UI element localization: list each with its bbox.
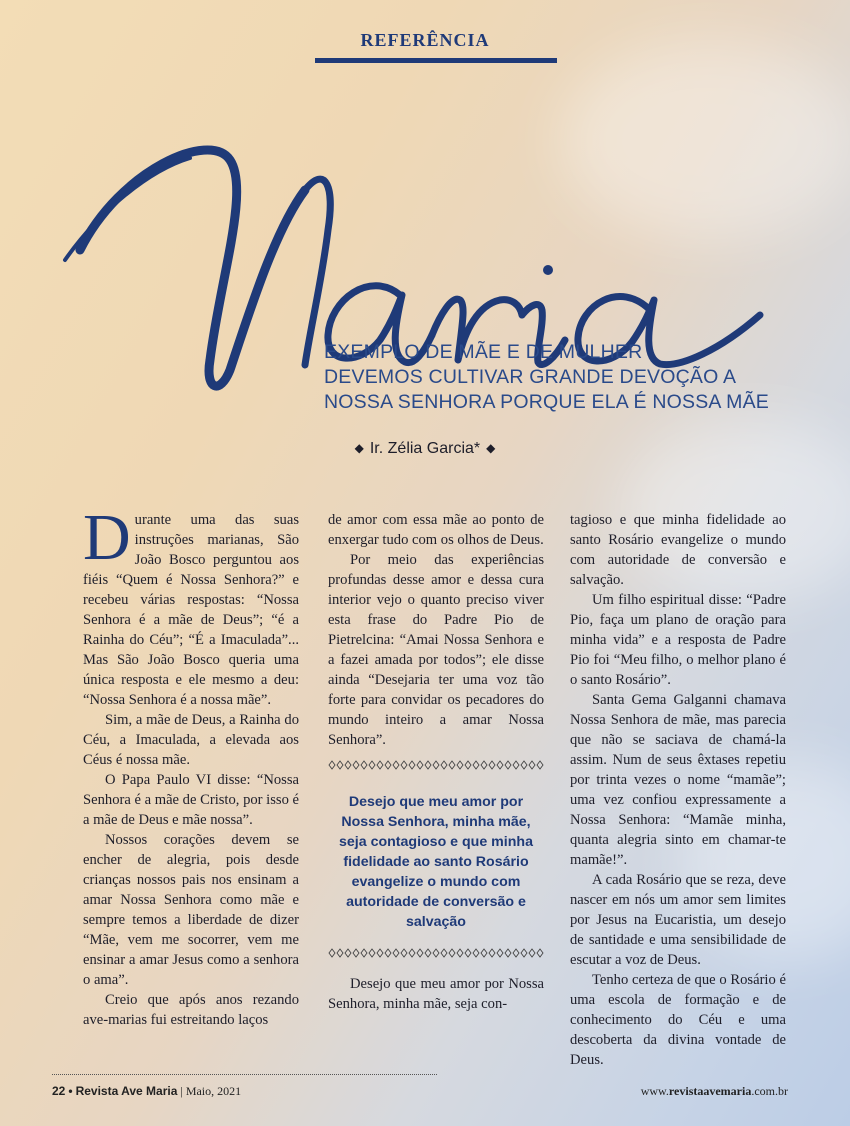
- diamond-divider: [328, 948, 544, 958]
- paragraph: A cada Rosário que se reza, deve nascer em nós um amor sem limites por Jesus na Eucaristia, um desejo de santidade e uma sensibilidade de escutar a voz de Deus.: [570, 872, 786, 968]
- subtitle: [324, 340, 769, 415]
- footer-rule: [52, 1074, 437, 1075]
- footer-separator: |: [180, 1084, 183, 1098]
- author-line: [0, 440, 850, 458]
- subtitle-line: NOSSA SENHORA PORQUE ELA É NOSSA MÃE: [324, 391, 770, 413]
- section-underline: [315, 58, 557, 63]
- paragraph: Um filho espiritual disse: “Padre Pio, faça um plano de oração para minha vida” e a resposta de Padre Pio foi “Meu filho, o melhor plano é o santo Rosário”.: [570, 592, 786, 688]
- section-header: [0, 30, 850, 51]
- footer-url[interactable]: www.revistaavemaria.com.br: [640, 1084, 788, 1098]
- diamond-divider: [328, 760, 544, 770]
- subtitle-line: EXEMPLO DE MÃE E DE MULHER: [324, 341, 643, 363]
- author-name: Ir. Zélia Garcia*: [369, 440, 481, 457]
- diamond-icon: ◆: [354, 441, 364, 455]
- paragraph: Sim, a mãe de Deus, a Rainha do Céu, a Imaculada, a elevada aos Céus é nossa mãe.: [83, 712, 299, 768]
- section-title: REFERÊNCIA: [360, 30, 490, 50]
- text-column-3: [570, 510, 786, 1070]
- paragraph: O Papa Paulo VI disse: “Nossa Senhora é a mãe de Cristo, por isso é a mãe de Deus e mãe nossa”.: [83, 772, 300, 828]
- text-column-2: [328, 510, 544, 1014]
- text-column-1: [83, 501, 300, 1030]
- drop-cap: D: [83, 501, 131, 574]
- footer-left: 22 • Revista Ave Maria | Maio, 2021: [52, 1084, 242, 1098]
- paragraph: Desejo que meu amor por Nossa Senhora, minha mãe, seja con-: [328, 976, 544, 1012]
- issue-date: Maio, 2021: [185, 1084, 242, 1098]
- diamond-icon: ◆: [486, 441, 496, 455]
- magazine-name: Revista Ave Maria: [75, 1084, 178, 1098]
- subtitle-line: DEVEMOS CULTIVAR GRANDE DEVOÇÃO A: [324, 366, 737, 388]
- paragraph: Durante uma das suas instruções marianas, São João Bosco perguntou aos fiéis “Quem é Nossa Senhora?” e recebeu várias respostas: “Nossa Senhora é a mãe de Deus”; “é a Rainha do Céu”; “É a Imaculada”... Mas São João Bosco queria uma única resposta e ele mesmo a deu: “Nossa Senhora é a nossa mãe”.: [83, 501, 299, 708]
- paragraph: Santa Gema Galganni chamava Nossa Senhora de mãe, mas parecia que não se saciava de chamá-la assim. Num de seus êxtases repetiu por trinta vezes o nome “mamãe”; uma vez confiou expressamente a Nossa Senhora: “Mamãe minha, quanta alegria sinto em chamar-te mamãe!”.: [570, 692, 786, 868]
- paragraph: Nossos corações devem se encher de alegria, pois desde crianças nossos pais nos ensinam a amar Nossa Senhora como mãe e sempre temos a liberdade de dizer “Mãe, vem me socorrer, vem me ensinar a amar Jesus como a senhora o ama”.: [83, 832, 299, 988]
- paragraph: tagioso e que minha fidelidade ao santo Rosário evangelize o mundo com autoridade de conversão e salvação.: [570, 512, 786, 588]
- paragraph: Por meio das experiências profundas desse amor e dessa cura interior vejo o quanto preciso viver esta frase do Padre Pio de Pietrelcina: “Amai Nossa Senhora e a fazei amada por todos”; ele disse ainda “Desejaria ter uma voz tão forte para convidar os pecadores do mundo inteiro a amar Nossa Senhora”.: [328, 552, 544, 748]
- paragraph: Tenho certeza de que o Rosário é uma escola de formação e de conhecimento do Céu e uma descoberta da divina vontade de Deus.: [570, 972, 786, 1068]
- paragraph: de amor com essa mãe ao ponto de enxergar tudo com os olhos de Deus.: [328, 512, 544, 548]
- pull-quote: Desejo que meu amor por Nossa Senhora, minha mãe, seja contagioso e que minha fidelidade ao santo Rosário evangelize o mundo com autoridade de conversão e salvação: [339, 794, 533, 930]
- paragraph: Creio que após anos rezando ave-marias fui estreitando laços: [83, 992, 299, 1028]
- page-number: 22: [52, 1084, 66, 1098]
